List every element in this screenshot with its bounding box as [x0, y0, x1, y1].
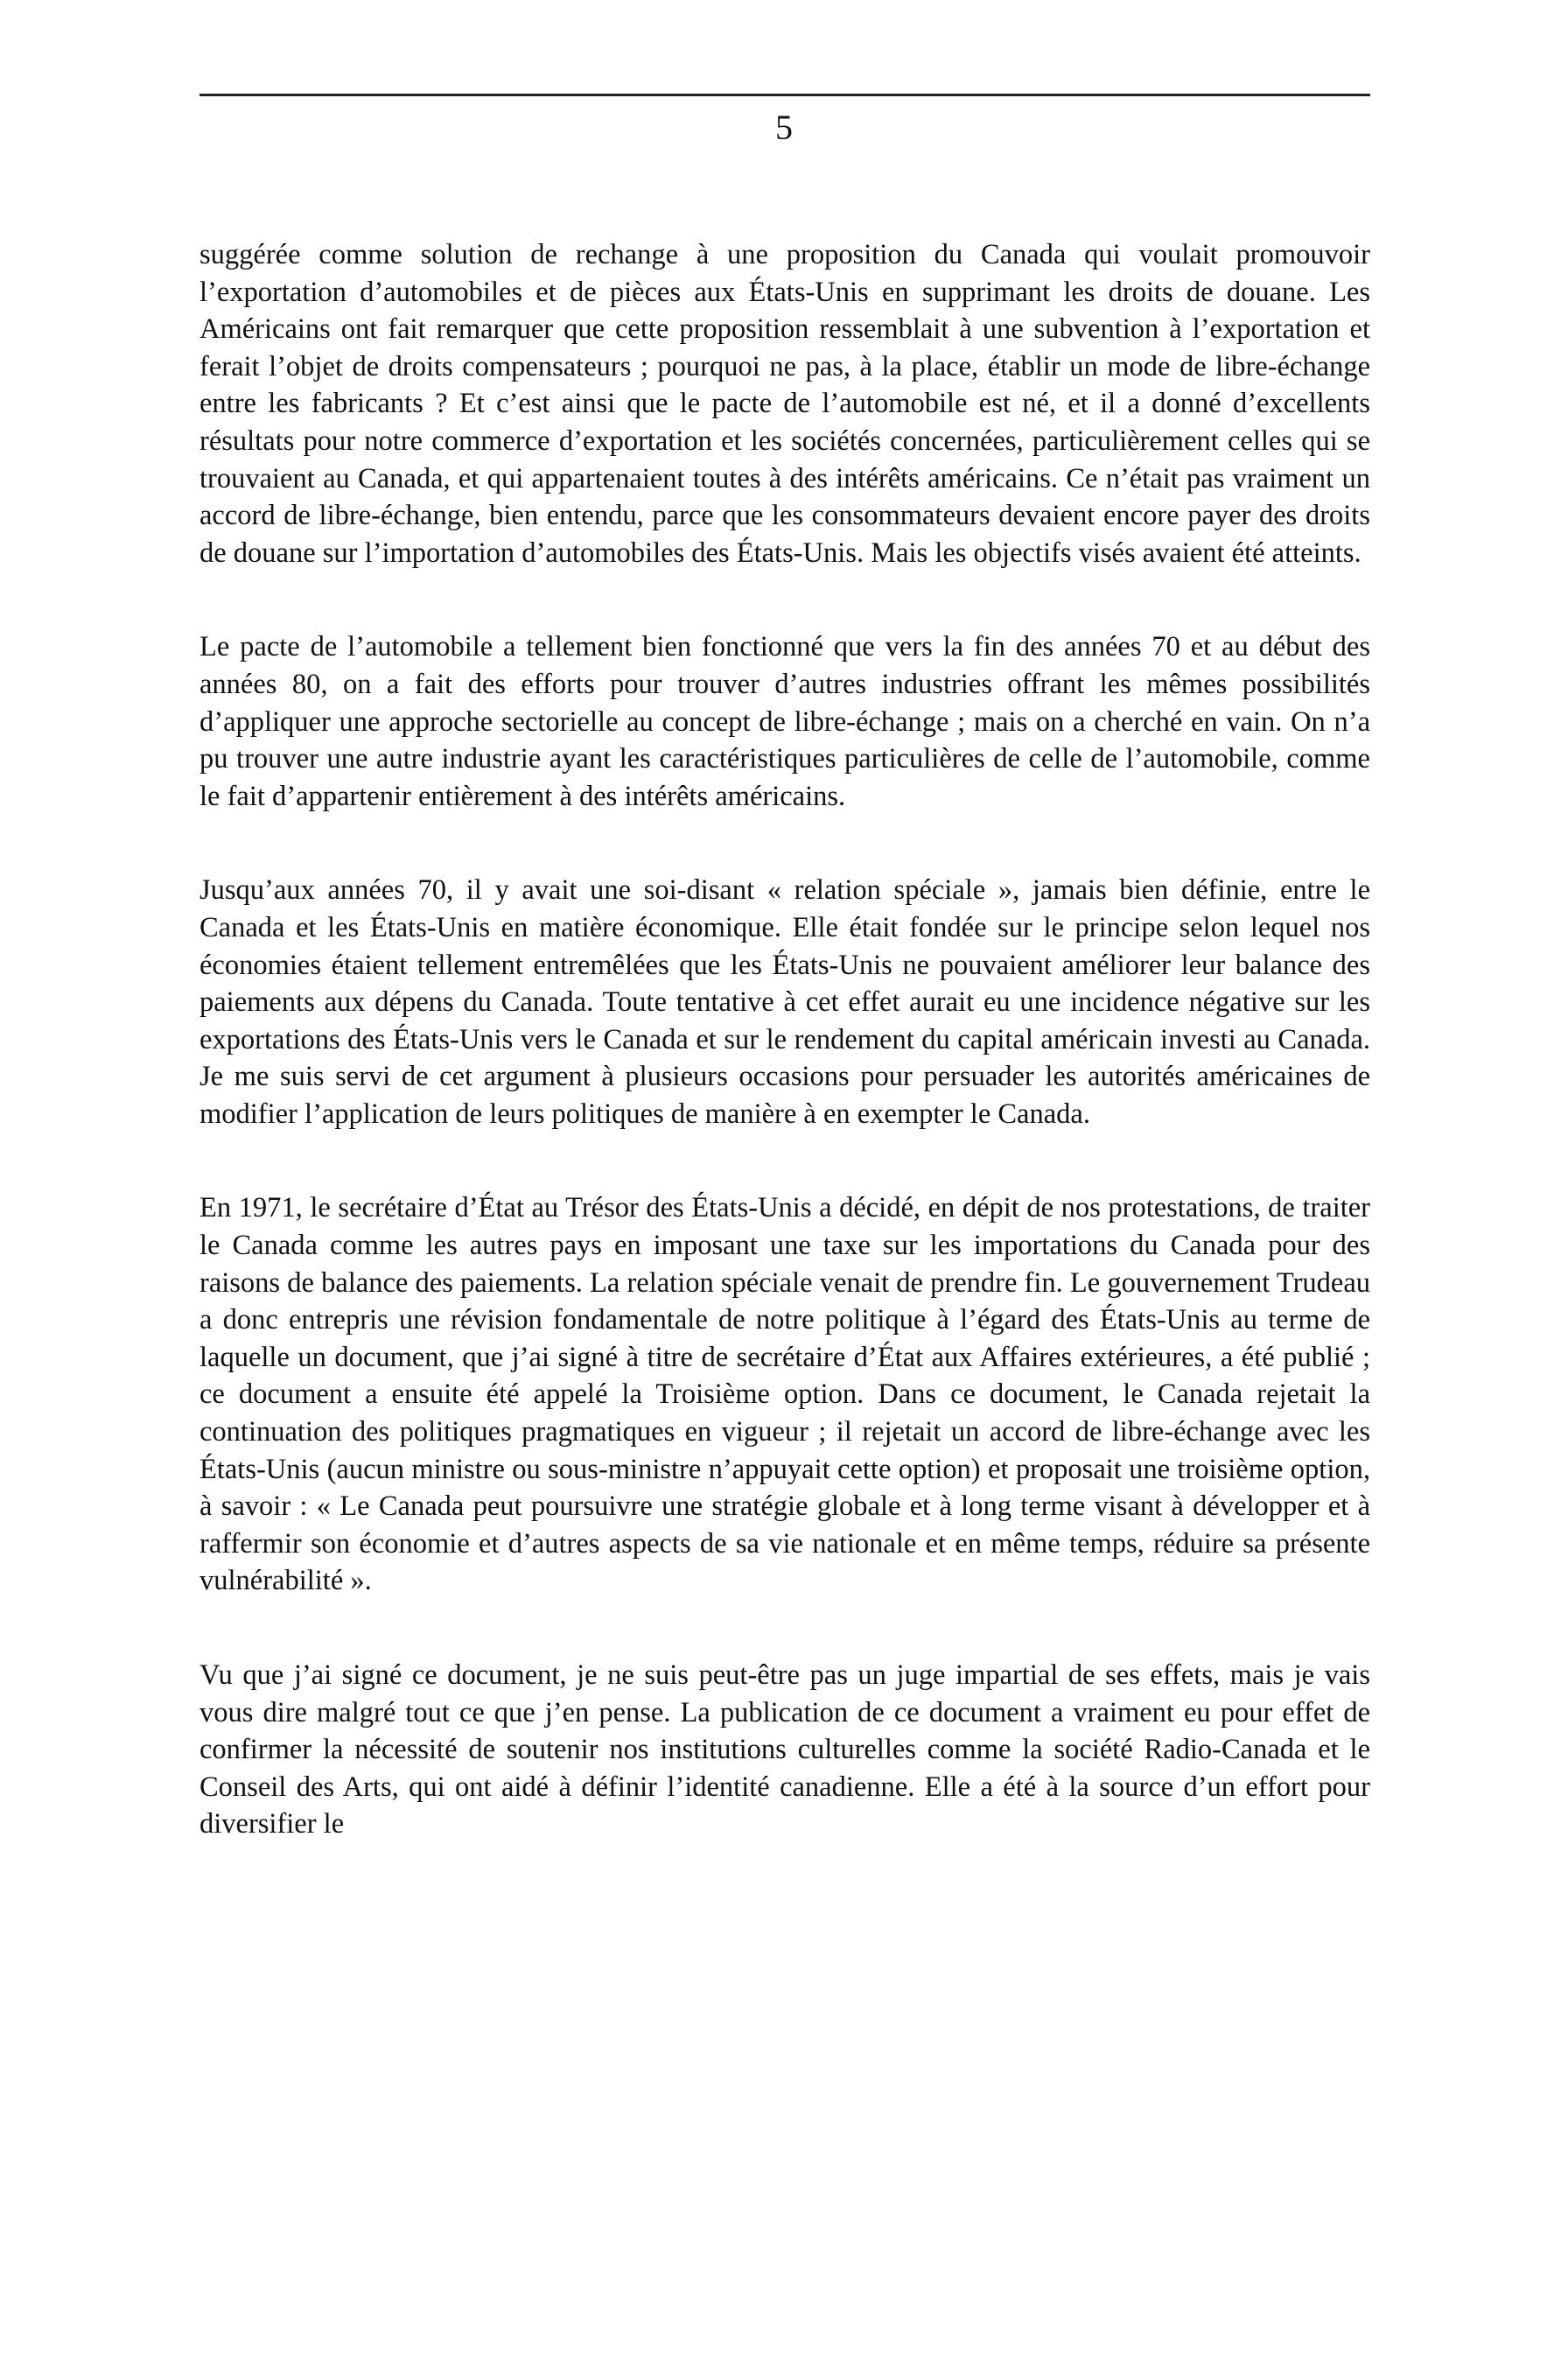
page-number: 5 [775, 108, 793, 147]
paragraph-5: Vu que j’ai signé ce document, je ne suis peut-être pas un juge impartial de ses effets, mais je vais vous dire malgré tout ce que j’en pense. La publication de ce document a vraiment eu pour effet de confirmer la nécessité de soutenir nos institutions culturelles comme la société Radio-Canada et le Conseil des Arts, qui ont aidé à définir l’identité canadienne. Elle a été à la source d’un effort pour diversifier le [200, 1659, 1370, 1841]
body-text [200, 236, 1370, 1843]
paragraph-1: suggérée comme solution de rechange à une proposition du Canada qui voulait promouvoir l’exportation d’automobiles et de pièces aux États-Unis en supprimant les droits de douane. Les Américains ont fait remarquer que cette proposition ressemblait à une subvention à l’exportation et ferait l’objet de droits compensateurs ; pourquoi ne pas, à la place, établir un mode de libre-échange entre les fabricants ? Et c’est ainsi que le pacte de l’automobile est né, et il a donné d’excellents résultats pour notre commerce d’exportation et les sociétés concernées, particulièrement celles qui se trouvaient au Canada, et qui appartenaient toutes à des intérêts américains. Ce n’était pas vraiment un accord de libre-échange, bien entendu, parce que les consommateurs devaient encore payer des droits de douane sur l’importation d’automobiles des États-Unis. Mais les objectifs visés avaient été atteints. [200, 239, 1370, 569]
paragraph-3: Jusqu’aux années 70, il y avait une soi-disant « relation spéciale », jamais bien définie, entre le Canada et les États-Unis en matière économique. Elle était fondée sur le principe selon lequel nos économies étaient tellement entremêlées que les États-Unis ne pouvaient améliorer leur balance des paiements aux dépens du Canada. Toute tentative à cet effet aurait eu une incidence négative sur les exportations des États-Unis vers le Canada et sur le rendement du capital américain investi au Canada. Je me suis servi de cet argument à plusieurs occasions pour persuader les autorités américaines de modifier l’application de leurs politiques de manière à en exempter le Canada. [200, 874, 1370, 1130]
paragraph-4: En 1971, le secrétaire d’État au Trésor des États-Unis a décidé, en dépit de nos protestations, de traiter le Canada comme les autres pays en imposant une taxe sur les importations du Canada pour des raisons de balance des paiements. La relation spéciale venait de prendre fin. Le gouvernement Trudeau a donc entrepris une révision fondamentale de notre politique à l’égard des États-Unis au terme de laquelle un document, que j’ai signé à titre de secrétaire d’État aux Affaires extérieures, a été publié ; ce document a ensuite été appelé la Troisième option. Dans ce document, le Canada rejetait la continuation des politiques pragmatiques en vigueur ; il rejetait un accord de libre-échange avec les États-Unis (aucun ministre ou sous-ministre n’appuyait cette option) et proposait une troisième option, à savoir : « Le Canada peut poursuivre une stratégie globale et à long terme visant à développer et à raffermir son économie et d’autres aspects de sa vie nationale et en même temps, réduire sa présente vulnérabilité ». [200, 1192, 1370, 1597]
header-rule [200, 94, 1370, 96]
paragraph-2: Le pacte de l’automobile a tellement bien fonctionné que vers la fin des années 70 et au début des années 80, on a fait des efforts pour trouver d’autres industries offrant les mêmes possibilités d’appliquer une approche sectorielle au concept de libre-échange ; mais on a cherché en vain. On n’a pu trouver une autre industrie ayant les caractéristiques particulières de celle de l’automobile, comme le fait d’appartenir entièrement à des intérêts américains. [200, 631, 1370, 812]
